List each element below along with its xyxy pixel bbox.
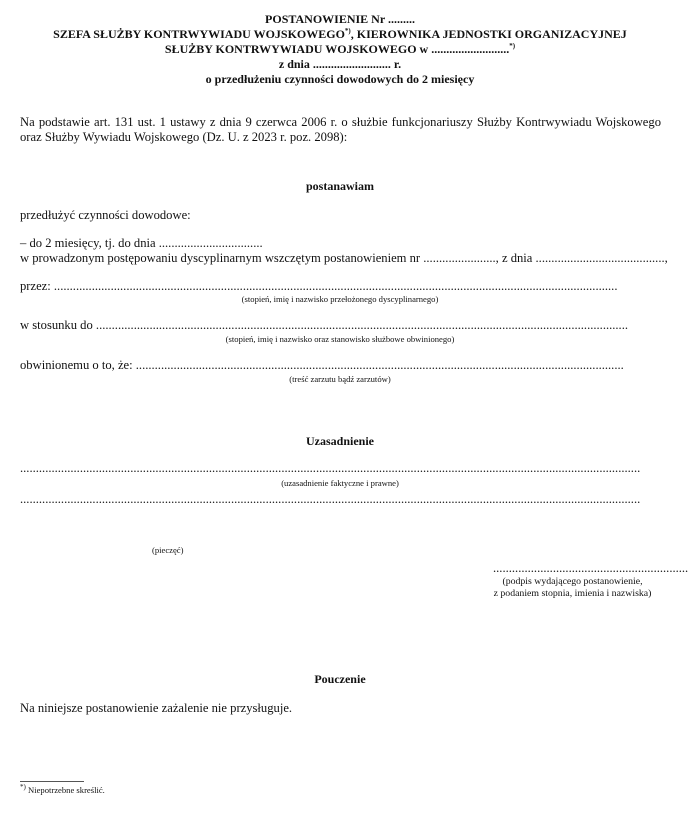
justification-line-2: ..................................................................................................................................................................................................... [20, 492, 641, 506]
justification-heading: Uzasadnienie [305, 434, 374, 448]
signature-hint-2: z podaniem stopnia, imienia i nazwiska) [493, 588, 652, 599]
footnote-marker: *) [344, 27, 351, 35]
legal-basis-line-2: oraz Służby Wywiadu Wojskowego (Dz. U. z 2023 r. poz. 2098): [20, 130, 348, 144]
charges-field-hint: (treść zarzutu bądź zarzutów) [289, 374, 391, 384]
document-subject: o przedłużeniu czynności dowodowych do 2 miesięcy [205, 72, 475, 86]
document-title: POSTANOWIENIE Nr ......... [265, 12, 415, 26]
signature-line: .............................................................. [493, 561, 688, 575]
legal-basis-line-1: Na podstawie art. 131 ust. 1 ustawy z dnia 9 czerwca 2006 r. o służbie funkcjonariuszy Służby Kontrwywiadu Wojskowego [20, 115, 661, 129]
justification-hint: (uzasadnienie faktyczne i prawne) [281, 478, 399, 488]
footnote-marker: *) [509, 42, 516, 50]
extend-until-field: – do 2 miesięcy, tj. do dnia ................................. [20, 236, 263, 250]
issuer-line-2: SŁUŻBY KONTRWYWIADU WOJSKOWEGO w ..........................*) [164, 42, 516, 56]
charges-field: obwinionemu o to, że: ........................................................................................................................................................... [20, 358, 624, 372]
accused-field-hint: (stopień, imię i nazwisko oraz stanowisko służbowe obwinionego) [225, 334, 455, 344]
issuer-line-1: SZEFA SŁUŻBY KONTRWYWIADU WOJSKOWEGO*), KIEROWNIKA JEDNOSTKI ORGANIZACYJNEJ [53, 27, 627, 41]
footnote-separator [20, 781, 84, 782]
justification-line-1: ..................................................................................................................................................................................................... [20, 461, 641, 475]
instruction-text: Na niniejsze postanowienie zażalenie nie przysługuje. [20, 701, 293, 715]
footnote [20, 785, 105, 795]
stamp-placeholder: (pieczęć) [152, 545, 184, 555]
instruction-heading: Pouczenie [314, 672, 366, 686]
superior-field-hint: (stopień, imię i nazwisko przełożonego dyscyplinarnego) [241, 294, 439, 304]
footnote-mark: *) [20, 783, 26, 792]
decision-heading: postanawiam [305, 179, 374, 193]
signature-hint-1: (podpis wydającego postanowienie, [502, 576, 643, 587]
accused-field: w stosunku do ......................................................................................................................................................................... [20, 318, 629, 332]
proceeding-field: w prowadzonym postępowaniu dyscyplinarnym wszczętym postanowieniem nr ......................., z dnia ........................................., [20, 251, 668, 265]
superior-field: przez: ................................................................................................................................................................................... [20, 279, 618, 293]
footnote-text: Niepotrzebne skreślić. [25, 785, 105, 795]
extend-text: przedłużyć czynności dowodowe: [20, 208, 191, 222]
date-line: z dnia .......................... r. [278, 57, 402, 71]
